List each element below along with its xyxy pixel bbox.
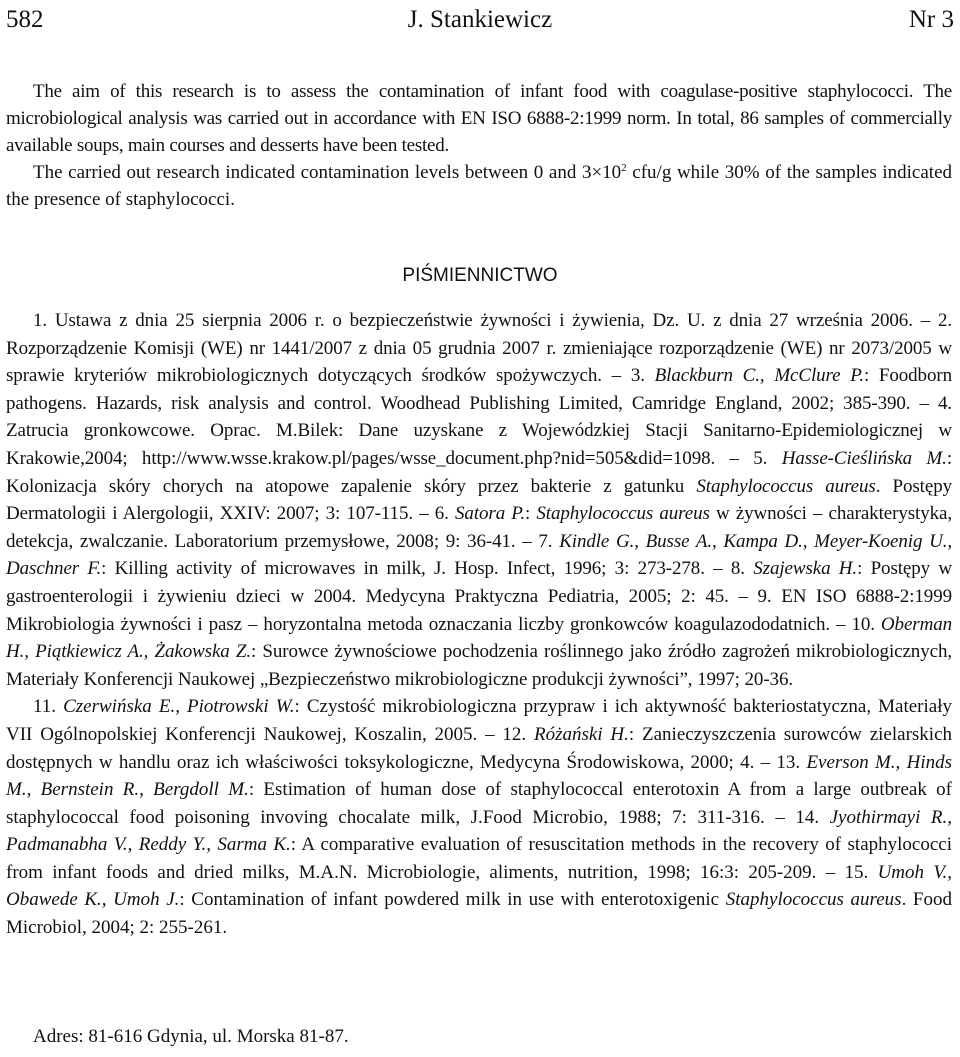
reference-author-or-species: Czerwińska E., Piotrowski W. — [63, 696, 295, 718]
references-heading: PIŚMIENNICTWO — [402, 265, 558, 286]
reference-author-or-species: Szajewska H. — [753, 558, 858, 580]
reference-author-or-species: Kindle G., Busse A., Kampa D., Meyer-Koenig U., Daschner F. — [6, 530, 952, 580]
references-list — [6, 307, 952, 942]
abstract-paragraph-2 — [6, 159, 952, 213]
abstract-paragraph-1: The aim of this research is to assess the contamination of infant food with coagulase-positive staphylococci. The microbiological analysis was carried out in accordance with EN ISO 6888-2:1999 norm. In total, 86 samples of commercially available soups, main courses and desserts have been tested. — [6, 81, 952, 156]
reference-author-or-species: Staphylococcus aureus — [696, 475, 876, 497]
reference-text: : Foodborn pathogens. Hazards, risk analysis and control. Woodhead Publishing Limited, Camridge England, 2002; 385-390. – 4. Zatrucia gronkowcowe. Oprac. M.Bilek: Dane uzyskane z Wojewódzkiej Stacji Sanitarno-Epidemiologicznej w Krakowie,2004; http://www.wsse.krakow.pl/pages/wsse_document.php?nid=505&did=1098. – 5. — [6, 365, 952, 469]
reference-text: w żywności – charakterystyka, detekcja, zwalczanie. Laboratorium przemysłowe, 2008; 9: 36-41. – 7. — [6, 503, 952, 552]
issue-number: Nr 3 — [908, 6, 954, 33]
reference-text: : Surowce żywnościowe pochodzenia roślinnego jako źródło zagrożeń mikrobiologicznych, Materiały Konferencji Naukowej „Bezpieczeństwo mikrobiologiczne produkcji żywności”, 1997; 20-36. — [6, 641, 952, 690]
reference-text: : A comparative evaluation of resuscitation methods in the recovery of staphylococci from infant foods and dried milks, M.A.N. Microbiologie, aliments, nutrition, 1998; 16:3: 205-209. – 15. — [6, 834, 952, 883]
reference-author-or-species: Różański H. — [534, 723, 629, 745]
reference-author-or-species: Hasse-Cieślińska M. — [781, 447, 947, 469]
author-address: Adres: 81-616 Gdynia, ul. Morska 81-87. — [33, 1026, 349, 1047]
reference-author-or-species: Staphylococcus aureus — [725, 889, 902, 911]
reference-text: 1. Ustawa z dnia 25 sierpnia 2006 r. o bezpieczeństwie żywności i żywienia, Dz. U. z dnia 27 września 2006. – 2. Rozporządzenie Komisji (WE) nr 1441/2007 z dnia 05 grudnia 2007 r. zmieniające rozporządzenie (WE) nr 2073/2005 w sprawie kryteriów mikrobiologicznych dotyczących środków spożywczych. – 3. — [6, 310, 952, 387]
reference-text: : Postępy w gastroenterologii i żywieniu dzieci w 2004. Medycyna Praktyczna Pediatria, 2005; 2: 45. – 9. EN ISO 6888-2:1999 Mikrobiologia żywności i pasz – horyzontalna metoda oznaczania liczby gronkowców koagulazododatnich. – 10. — [6, 558, 952, 635]
reference-text: : Estimation of human dose of staphylococcal enterotoxin A from a large outbreak of staphylococcal food poisoning invoving chocalate milk, J.Food Microbio, 1988; 7: 311-316. – 14. — [6, 779, 952, 828]
reference-author-or-species: Everson M., Hinds M., Bernstein R., Bergdoll M. — [6, 751, 952, 801]
references-paragraph-1 — [6, 307, 952, 693]
reference-text: 11. — [33, 696, 64, 718]
page-number: 582 — [6, 6, 44, 33]
exponent: 2 — [621, 162, 627, 174]
reference-text: : Zanieczyszczenia surowców zielarskich dostępnych w handlu oraz ich właściwości toksykologiczne, Medycyna Środowiskowa, 2000; 4. – 13. — [6, 723, 952, 773]
running-author: J. Stankiewicz — [407, 6, 553, 33]
reference-text: : Killing activity of microwaves in milk, J. Hosp. Infect, 1996; 3: 273-278. – 8. — [101, 558, 754, 580]
reference-text: . Food Microbiol, 2004; 2: 255-261. — [6, 889, 952, 939]
running-header — [6, 2, 954, 38]
reference-author-or-species: Oberman H., Piątkiewicz A., Żakowska Z. — [6, 613, 952, 663]
reference-author-or-species: Staphylococcus aureus — [536, 503, 710, 525]
reference-author-or-species: Umoh V., Obawede K., Umoh J. — [6, 861, 952, 911]
abstract-text-a: The carried out research indicated contamination levels between 0 and 3×10 — [33, 162, 622, 183]
reference-text: : Kolonizacja skóry chorych na atopowe zapalenie skóry przez bakterie z gatunku — [6, 447, 952, 497]
abstract-text-b: cfu/g while 30% of the samples indicated the presence of staphylococci. — [6, 162, 952, 210]
abstract — [6, 78, 952, 213]
reference-author-or-species: Satora P. — [455, 503, 526, 525]
references-paragraph-2 — [6, 693, 952, 941]
reference-author-or-species: Jyothirmayi R., Padmanabha V., Reddy Y., Sarma K. — [6, 806, 952, 856]
reference-text: : Czystość mikrobiologiczna przypraw i ich aktywność bakteriostatyczna, Materiały VII Ogólnopolskiej Konferencji Naukowej, Koszalin, 2005. – 12. — [6, 696, 952, 745]
reference-text: : — [525, 503, 537, 525]
reference-text: . Postępy Dermatologii i Alergologii, XXIV: 2007; 3: 107-115. – 6. — [6, 475, 952, 525]
reference-text: : Contamination of infant powdered milk in use with enterotoxigenic — [179, 889, 726, 911]
reference-author-or-species: Blackburn C., McClure P. — [654, 365, 864, 387]
